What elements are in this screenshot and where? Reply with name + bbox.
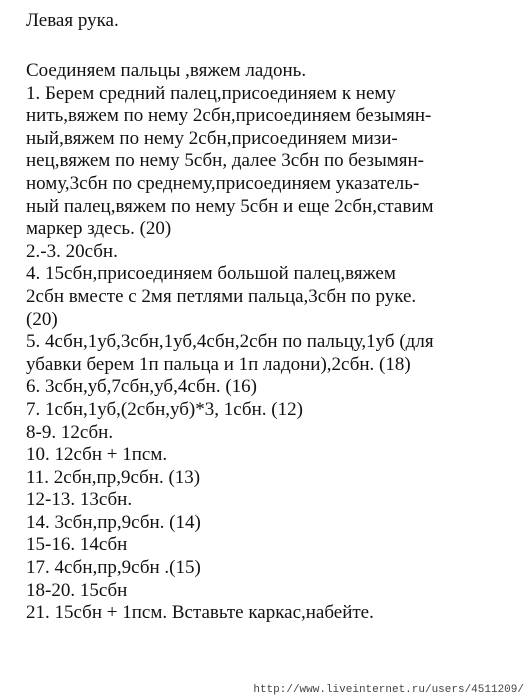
body-line: 5. 4сбн,1уб,3сбн,1уб,4сбн,2сбн по пальцу,1уб (для (26, 331, 434, 353)
body-line: 21. 15сбн + 1псм. Вставьте каркас,набейте. (26, 602, 374, 624)
body-line: нить,вяжем по нему 2сбн,присоединяем безымян- (26, 105, 432, 127)
body-line: 7. 1сбн,1уб,(2сбн,уб)*3, 1сбн. (12) (26, 398, 303, 420)
body-line: 17. 4сбн,пр,9сбн .(15) (26, 557, 201, 579)
body-line: 2сбн вместе с 2мя петлями пальца,3сбн по руке. (26, 285, 417, 307)
body-line: (20) (26, 308, 58, 330)
body-line: 15-16. 14сбн (26, 534, 128, 556)
body-line: убавки берем 1п пальца и 1п ладони),2сбн. (18) (26, 353, 411, 375)
body-line: 8-9. 12сбн. (26, 421, 114, 443)
document-title: Левая рука. (26, 10, 119, 31)
body-line: 14. 3сбн,пр,9сбн. (14) (26, 511, 201, 533)
body-line-intro: Соединяем пальцы ,вяжем ладонь. (26, 60, 307, 81)
source-watermark-url: http://www.liveinternet.ru/users/4511209/ (253, 684, 524, 696)
body-line: 12-13. 13сбн. (26, 489, 133, 511)
body-line: маркер здесь. (20) (26, 218, 172, 240)
body-line: 10. 12сбн + 1псм. (26, 444, 168, 466)
body-line: 6. 3сбн,уб,7сбн,уб,4сбн. (16) (26, 376, 257, 398)
body-line: 11. 2сбн,пр,9сбн. (13) (26, 466, 201, 488)
body-line: 1. Берем средний палец,присоединяем к нему (26, 82, 396, 104)
body-line: 4. 15сбн,присоединяем большой палец,вяжем (26, 263, 396, 285)
body-line: нец,вяжем по нему 5сбн, далее 3сбн по безымян- (26, 150, 424, 172)
body-line: 18-20. 15сбн (26, 579, 128, 601)
body-line: ному,3сбн по среднему,присоединяем указатель- (26, 172, 420, 194)
body-line: ный,вяжем по нему 2сбн,присоединяем мизи- (26, 127, 398, 149)
body-line: ный палец,вяжем по нему 5сбн и еще 2сбн,ставим (26, 195, 434, 217)
body-line: 2.-3. 20сбн. (26, 240, 118, 262)
document-body (26, 60, 518, 625)
